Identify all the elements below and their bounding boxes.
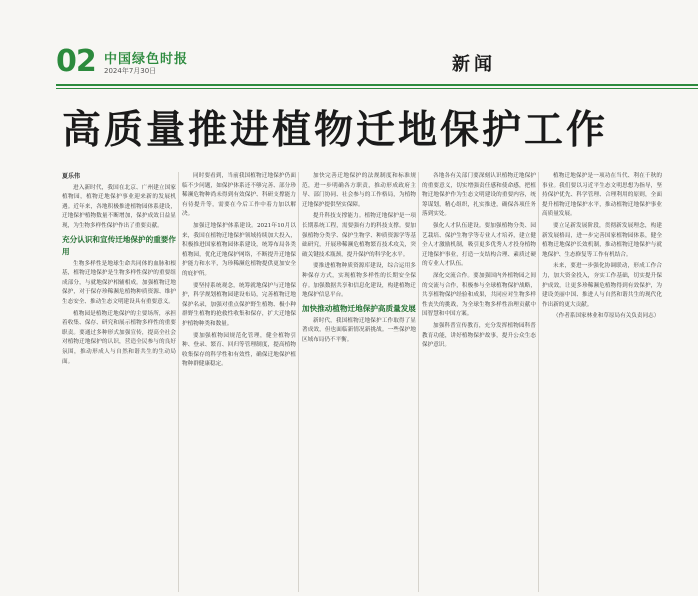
masthead-rule-thin [56, 88, 698, 89]
article-paragraph: 强化人才队伍建设。要加强植物分类、园艺栽培、保护生物学等专业人才培养，建立健全人才激励机制，吸引更多优秀人才投身植物迁地保护事业，打造一支结构合理、素质过硬的专业人才队伍。 [422, 222, 536, 268]
section-title: 新闻 [452, 54, 496, 75]
article-paragraph: 同时要看到，当前我国植物迁地保护仍面临不少问题，如保护体系还不够完善、部分珍稀濒危物种尚未得到有效保护、科研支撑能力有待提升等，需要在今后工作中着力加以解决。 [182, 173, 296, 218]
article-paragraph: 要坚持系统观念，统筹就地保护与迁地保护，科学规划植物园建设布局，完善植物迁地保护名录，加强对重点保护野生植物、极小种群野生植物的抢救性收集和保存，扩大迁地保护植物种类和数量。 [182, 282, 296, 327]
issue-date: 2024年7月30日 [104, 67, 157, 75]
article-paragraph: 提升科技支撑能力。植物迁地保护是一项长期系统工程，需要强有力的科技支撑。要加强植物分类学、保护生物学、种质资源学等基础研究，开展珍稀濒危植物繁育技术攻关，突破关键技术瓶颈，提升保护的科学化水平。 [302, 213, 416, 258]
article-column-2 [182, 172, 296, 596]
article-paragraph: 要加强植物园规范化管理，健全植物引种、登录、繁育、回归等管理制度，提高植物收集保存的科学性和有效性，确保迁地保护植物种群健康稳定。 [182, 332, 296, 368]
article-paragraph: 要立足新发展阶段，贯彻新发展理念，构建新发展格局，进一步完善国家植物园体系，健全植物迁地保护长效机制，推动植物迁地保护与就地保护、生态修复等工作有机结合。 [542, 222, 662, 258]
article-subheading: 加快推动植物迁地保护高质量发展 [302, 303, 416, 313]
column-divider [418, 172, 419, 592]
headline: 高质量推进植物迁地保护工作 [62, 107, 609, 153]
article-column-4 [422, 172, 536, 596]
article-paragraph: 未来，要进一步强化协调联动，形成工作合力，加大资金投入，夯实工作基础，切实提升保护成效，让更多珍稀濒危植物得到有效保护，为建设美丽中国、推进人与自然和谐共生的现代化作出新的更大贡献。 [542, 263, 662, 308]
column-divider [178, 172, 179, 592]
article-paragraph: 植物园是植物迁地保护的主要场所，承担着收集、保存、研究和展示植物多样性的重要职责。要通过多种形式加强宣传，提高全社会对植物迁地保护的认识，营造全民参与的良好氛围，推动形成人与自然和谐共生的生动局面。 [62, 310, 176, 365]
article-column-1 [62, 172, 176, 596]
article-subheading: 充分认识和宣传迁地保护的重要作用 [62, 234, 176, 256]
byline: 夏乐伟 [62, 173, 81, 180]
newspaper-name: 中国绿色时报 [104, 52, 189, 67]
article-paragraph: 加强迁地保护体系建设。2021年10月以来，我国在植物迁地保护领域持续加大投入，积极推进国家植物园体系建设，统筹布局各类植物园，优化迁地保护网络，不断提升迁地保护能力和水平，为珍稀濒危植物提供更加安全的庇护所。 [182, 222, 296, 277]
article-paragraph: （作者系国家林业和草原局有关负责同志） [553, 313, 660, 320]
article-column-3 [302, 172, 416, 596]
article-paragraph: 要推进植物种质资源库建设，综合运用多种保存方式，实现植物多样性的长期安全保存。加强数据共享和信息化建设，构建植物迁地保护信息平台。 [302, 263, 416, 299]
article-column-5 [542, 172, 662, 596]
article-paragraph: 新时代，我国植物迁地保护工作取得了显著成效，但也面临新情况新挑战。一些保护地区域布局仍不平衡。 [302, 317, 416, 343]
masthead [56, 44, 698, 84]
article-paragraph: 进入新时代，我国在北京、广州建立国家植物园，植物迁地保护事业迎来新的发展机遇。近年来，各地积极推进植物园体系建设，迁地保护植物数量不断增加，保护成效日益显现，为生物多样性保护作出了重要贡献。 [62, 184, 176, 229]
column-divider [298, 172, 299, 592]
article-paragraph: 加强科普宣传教育，充分发挥植物园科普教育功能，讲好植物保护故事，提升公众生态保护意识。 [422, 322, 536, 349]
article-paragraph: 加快完善迁地保护的法规制度和标准规范，进一步明确各方职责，推动形成政府主导、部门协同、社会参与的工作格局，为植物迁地保护提供坚实保障。 [302, 173, 416, 208]
article-paragraph: 各地各有关部门要深刻认识植物迁地保护的重要意义，切实增强责任感和使命感，把植物迁地保护作为生态文明建设的重要内容，统筹谋划，精心组织，扎实推进，确保各项任务落到实处。 [422, 173, 536, 218]
masthead-rule [56, 84, 698, 86]
article-paragraph: 植物迁地保护是一项功在当代、利在千秋的事业。我们要以习近平生态文明思想为指导，坚持保护优先、科学管理、合理利用的原则，全面提升植物迁地保护水平，推动植物迁地保护事业高质量发展。 [542, 173, 662, 218]
column-divider [538, 172, 539, 592]
article-paragraph: 生物多样性是地球生命共同体的血脉和根基，植物迁地保护是生物多样性保护的重要组成部分，与就地保护相辅相成。加强植物迁地保护，对于保存珍稀濒危植物种质资源、维护生态安全、推动生态文明建设具有重要意义。 [62, 260, 176, 305]
article-paragraph: 深化交流合作。要加强国内外植物园之间的交流与合作，积极参与全球植物保护战略，共享植物保护经验和成果，共同应对生物多样性丧失的挑战，为全球生物多样性治理贡献中国智慧和中国方案。 [422, 272, 536, 318]
page-number: 02 [56, 44, 96, 79]
